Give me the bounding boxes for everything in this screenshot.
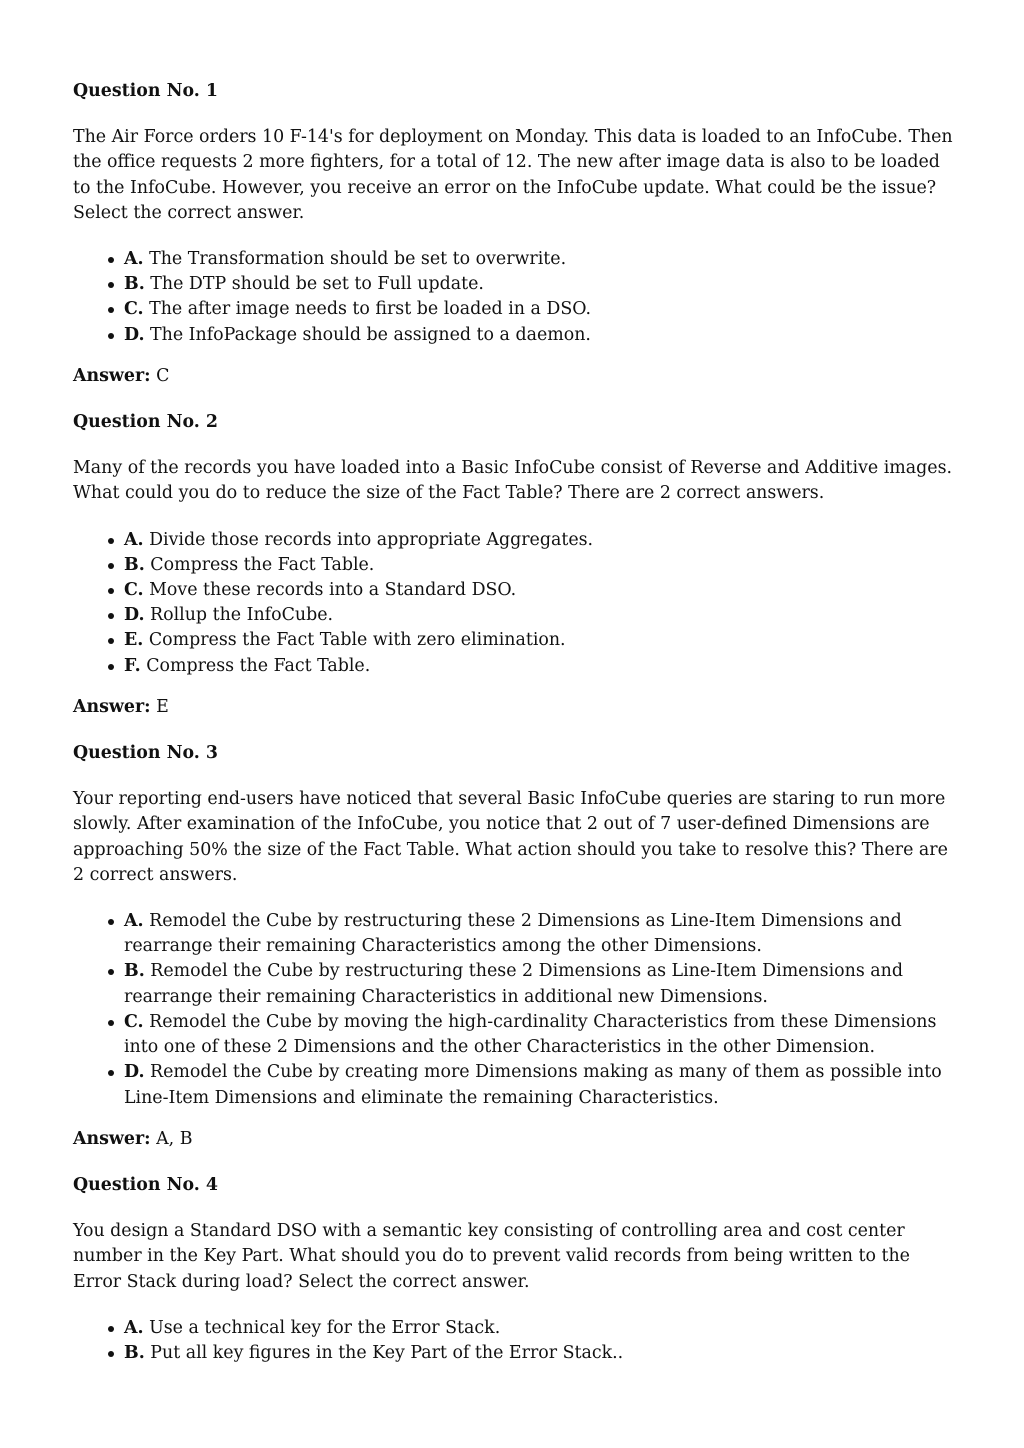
answer-value: E — [156, 696, 169, 717]
option-item — [124, 654, 953, 679]
question-title: Question No. 1 — [73, 81, 218, 101]
option-letter: B. — [124, 554, 145, 575]
question-title: Question No. 2 — [73, 412, 218, 433]
question-block — [73, 410, 953, 720]
option-text: Divide those records into appropriate Aggregates. — [149, 529, 594, 550]
option-letter: B. — [124, 1342, 145, 1363]
answer-label: Answer: — [73, 1128, 151, 1149]
answer-line — [73, 364, 953, 389]
option-item — [124, 528, 953, 553]
option-item — [124, 1316, 953, 1341]
answer-options — [73, 247, 953, 348]
option-text: The DTP should be set to Full update. — [150, 274, 484, 295]
option-text: Remodel the Cube by creating more Dimensions making as many of them as possible into Line-Item Dimensions and eliminate the remaining Characteristics. — [124, 1062, 942, 1108]
question-title: Question No. 3 — [73, 743, 218, 764]
option-item — [124, 578, 953, 603]
option-item — [124, 1010, 953, 1060]
answer-line — [73, 1127, 953, 1152]
option-letter: B. — [124, 961, 145, 982]
option-letter: A. — [124, 911, 144, 932]
option-text: Remodel the Cube by restructuring these 2 Dimensions as Line-Item Dimensions and rearrange their remaining Characteristics among the other Dimensions. — [124, 911, 902, 957]
question-block — [73, 79, 953, 389]
option-text: Compress the Fact Table. — [150, 554, 375, 575]
option-letter: A. — [124, 529, 144, 550]
question-block — [73, 1173, 953, 1366]
option-letter: B. — [124, 274, 145, 295]
option-item — [124, 272, 953, 297]
question-block — [73, 741, 953, 1152]
option-text: The InfoPackage should be assigned to a daemon. — [150, 324, 591, 345]
option-item — [124, 909, 953, 959]
option-letter: D. — [124, 1062, 145, 1083]
question-list — [73, 79, 953, 1382]
option-text: Put all key figures in the Key Part of the Error Stack.. — [150, 1342, 624, 1363]
option-item — [124, 323, 953, 348]
question-title: Question No. 4 — [73, 1174, 218, 1195]
question-text: You design a Standard DSO with a semantic key consisting of controlling area and cost center number in the Key Part. What should you do to prevent valid records from being written to the Error Stack during load? Select the correct answer. — [73, 1221, 910, 1292]
option-item — [124, 1341, 953, 1366]
question-text: Many of the records you have loaded into a Basic InfoCube consist of Reverse and Additive images. What could you do to reduce the size of the Fact Table? There are 2 correct answers. — [73, 458, 953, 504]
option-item — [124, 1060, 953, 1110]
option-item — [124, 297, 953, 322]
option-text: Compress the Fact Table with zero elimination. — [148, 630, 566, 651]
option-letter: A. — [124, 249, 144, 270]
option-letter: C. — [124, 1011, 144, 1032]
option-letter: D. — [124, 605, 145, 626]
option-item — [124, 247, 953, 272]
option-text: Remodel the Cube by restructuring these 2 Dimensions as Line-Item Dimensions and rearrange their remaining Characteristics in additional new Dimensions. — [124, 961, 903, 1007]
option-item — [124, 628, 953, 653]
answer-line — [73, 695, 953, 720]
option-text: The after image needs to first be loaded in a DSO. — [149, 299, 591, 320]
option-text: Use a technical key for the Error Stack. — [149, 1317, 501, 1338]
option-letter: C. — [124, 580, 144, 601]
answer-options — [73, 528, 953, 679]
answer-label: Answer: — [73, 365, 151, 386]
option-letter: F. — [124, 655, 141, 676]
option-letter: C. — [124, 299, 144, 320]
answer-options — [73, 909, 953, 1111]
answer-value: C — [156, 365, 170, 386]
answer-options — [73, 1316, 953, 1366]
option-text: Remodel the Cube by moving the high-cardinality Characteristics from these Dimensions into one of these 2 Dimensions and the other Characteristics in the other Dimension. — [124, 1011, 937, 1058]
answer-value: A, B — [156, 1128, 193, 1149]
option-item — [124, 603, 953, 628]
option-text: Move these records into a Standard DSO. — [149, 580, 517, 601]
option-item — [124, 553, 953, 578]
option-letter: E. — [124, 630, 144, 651]
answer-label: Answer: — [73, 696, 151, 717]
question-text: The Air Force orders 10 F-14's for deployment on Monday. This data is loaded to an InfoCube. Then the office requests 2 more fighters, for a total of 12. The new after image data is also to be loaded to the InfoCube. However, you receive an error on the InfoCube update. What could be the issue? Select the correct answer. — [73, 127, 953, 223]
option-text: Compress the Fact Table. — [146, 655, 371, 676]
option-letter: D. — [124, 324, 145, 345]
option-text: The Transformation should be set to overwrite. — [149, 249, 567, 270]
option-letter: A. — [124, 1317, 144, 1338]
option-text: Rollup the InfoCube. — [150, 605, 334, 626]
option-item — [124, 959, 953, 1009]
question-text: Your reporting end-users have noticed that several Basic InfoCube queries are staring to run more slowly. After examination of the InfoCube, you notice that 2 out of 7 user-defined Dimensions are approaching 50% the size of the Fact Table. What action should you take to resolve this? There are 2 correct answers. — [73, 789, 948, 885]
